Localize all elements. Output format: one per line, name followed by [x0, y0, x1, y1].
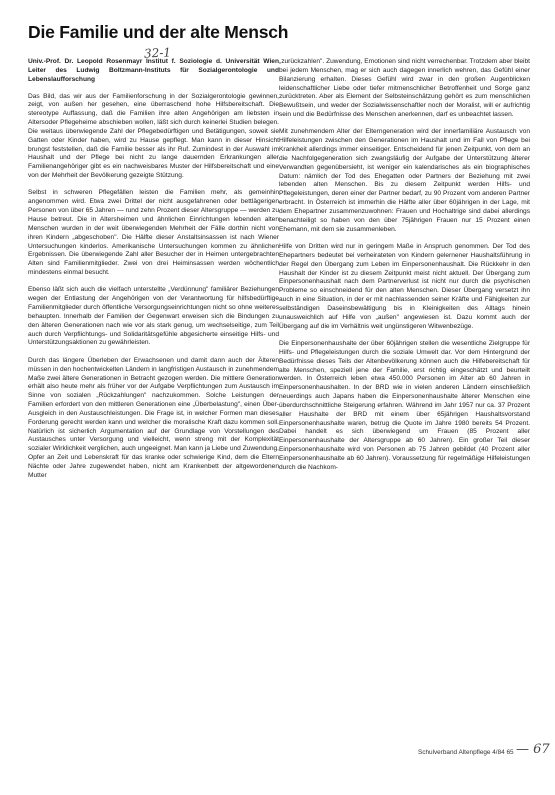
paragraph: Durch das längere Überleben der Erwachsenen und damit dann auch der Älteren müssen in den hochentwickelten Ländern in langfristigen Austausch in zunehmendem Maße zwei ältere Generationen in Betracht gezogen werden. Die mittlere Generation erhält also heute mehr als früher vor der Aufgabe Verpflichtungen zum Austausch im Sinne von sozialen „Rückzahlungen" nachzukommen. Solche Leistungen der Familien erfordert von den mittleren Generationen eine „Überbelastung", einen Über-Ausgleich in den Austauschleistungen. Die Frage ist, in welcher Formen man dieses Forderung gerecht werden kann und welcher die moralische Kraft dazu kommen soll. Natürlich ist sicherlich Argumentation auf der Grundlage von Vorstellungen des Austausches unter Versorgung und vielleicht, wenn streng mit der Komplexität sozialer Wirklichkeit verglichen, auch ungeeignet. Man kann ja Liebe und Zuwendung, Opfer an Zeit und Lebenskraft für das kranke oder schwierige Kind, dem die Eltern Nächte oder Jahre zugewendet haben, nicht am Krankenbett der altgewordenen Mutter	[28, 356, 279, 479]
paragraph: Mit zunehmendem Alter der Elterngeneration wird der innerfamiliäre Austausch von Hilfeleistungen zwischen den Generationen im Haushalt und im Fall von Pflege bei Krankheit allerdings immer einseitiger. Entscheidend für jenen Zeitpunkt, von dem an die Nachfolgegeneration sich zwangsläufig der Aufgabe der Unterstützung älterer Verwandten gegenübersieht, ist weniger ein kalendarisches als ein biographisches Datum: nämlich der Tod des Ehegatten oder Partners der Beziehung mit zwei lebenden alten Menschen. Bis zu diesem Zeitpunkt werden Hilfs- und Pflegeleistungen, deren einer der Partner bedarf, zu 90 Prozent vom anderen Partner erbracht. In Österreich ist immerhin die Hälfte aller über 60jährigen in der Lage, mit dem Ehepartner zusammenzuwohnen: Frauen und Hochaltrige sind dabei allerdings benachteiligt so haben von den über 75jährigen Frauen nur 15 Prozent einen Ehemann, mit dem sie zusammenleben.	[279, 128, 530, 233]
left-column	[28, 58, 279, 489]
page-footer: Schulverband Altenpflege 4/84 65	[418, 749, 514, 756]
paragraph: Hilfe von Dritten wird nur in geringem Maße in Anspruch genommen. Der Tod des Ehepartners bedeutet bei verheirateten von Kindern gelernener Haushaltsführung in der Regel den Übergang zum Leben im Einpersonenhaushalt. Die Rückkehr in den Haushalt der Kinder ist zu diesem Zeitpunkt meist nicht aktuell. Der Übergang zum Einpersonenhaushalt nach dem Partnerverlust ist nicht nur durch die psychischen Probleme so einschneidend für den alten Menschen. Dieser Übergang versetzt ihn auch in eine Situation, in der er mit nachlassenden seiner Kräfte und Fähigkeiten zur selbständigen Daseinsbewältigung bis in Kleinigkeiten des Alltags hinein unausweichlich auf Hilfe von „außen" angewiesen ist. Dazu kommt auch der Übergang auf die im Verhältnis weit ungünstigeren Witwenbezüge.	[279, 243, 530, 330]
paragraph: „zurückzahlen". Zuwendung, Emotionen sind nicht verrechenbar. Trotzdem aber bleibt bei jedem Menschen, mag er sich auch dagegen innerlich wehren, das Gefühl einer Bilanzierung erhalten. Dieses Gefühl wird zwar in den großen Augenblicken leidenschaftlicher Liebe oder tiefer mitmenschlicher Betroffenheit und Sorge ganz zurücktreten. Aber als Element der Selbsteinschätzung gehört es zum menschlichen Bewußtsein, und weder der Sozialwissenschaftler noch der Moralist, will er aufrichtig sein und die Bedürfnisse des Menschen anerkennen, darf es unbeachtet lassen.	[279, 58, 530, 119]
paragraph: Selbst in schweren Pflegefällen leisten die Familien mehr, als gemeinhin angenommen wird. Etwa zwei Drittel der nicht ausgefahrenen oder bettlägerigen Personen von über 65 Jahren — rund zehn Prozent dieser Altersgruppe — werden zu Hause betreut. Die in Altersheimen und ähnlichen Einrichtungen lebenden alten Menschen wurden in der weit überwiegenden Mehrheit der Fälle dorthin nicht von ihren Kindern „abgeschoben". Die Hälfte dieser Anstaltsinsassen ist nach Wiener Untersuchungen kinderlos. Amerikanische Untersuchungen kommen zu ähnlichen Ergebnissen. Die überwiegende Zahl aller Besucher der in Heimen untergebrachten Alten sind Familienmitglieder. Zwei von drei Heiminsassen werden wöchentlich mindestens einmal besucht.	[28, 189, 279, 277]
paragraph: Das Bild, das wir aus der Familienforschung in der Sozialgerontologie gewinnen, zeigt, von außen her gesehen, eine überraschend hohe Hilfsbereitschaft. Die stereotype Auffassung, daß die Familien ihre alten Angehörigen am liebsten in Altersoder Pflegeheime abschieben wollen, läßt sich durch keinerlei Studien belegen. Die weitaus überwiegende Zahl der Pflegebedürftigen und Betätigungen, soweit sie Gatten oder Kinder haben, wird zu Hause gepflegt. Man kann in dieser Hinsicht brungst feststellen, daß die Familie besser als ihr Ruf. Zumindest in der Auswahl im Haushalt und der Pflege bei nicht zu lange dauernden Erkrankungen aller Familienangehöriger gibt es ein nachweisbares Muster der Hilfsbereitschaft und eine von der Mehrheit der Bevölkerung gezeigte Stützung.	[28, 92, 279, 180]
right-column	[279, 58, 530, 481]
handwritten-annotation: 32-1	[143, 45, 172, 61]
paragraph: Ebenso läßt sich auch die vielfach unterstellte „Verdünnung" familiärer Beziehungen wegen der Entlastung der Angehörigen von der Verantwortung für hilfsbedürftige Familienmitglieder durch öffentliche Versorgungseinrichtungen nicht so ohne weiteres behaupten. Innerhalb der Familien der Gegenwart erweisen sich die Bindungen zu den älteren Generationen nach wie vor als stark genug, um wechselseitige, zum Teil auch durch Verpflichtungs- und Solidaritätsgefühle abgesicherte einseitige Hilfs- und Unterstützungsaktionen zu gewährleisten.	[28, 286, 279, 347]
article-title: Die Familie und der alte Mensch	[28, 22, 289, 42]
author-affiliation: Univ.-Prof. Dr. Leopold Rosenmayr Institut f. Soziologie d. Universität Wien Leiter des Ludwig Boltzmann-Instituts für Sozialgerontologie und Lebenslaufforschung	[28, 58, 279, 83]
paragraph: Die Einpersonenhaushalte der über 60jährigen stellen die wesentliche Zielgruppe für Hilfs- und Pflegeleistungen durch die soziale Umwelt dar. Vor dem Hintergrund der Bedürfnisse dieses Teils der Altenbevölkerung können auch die Hilfebereitschaft für alte Menschen, speziell jene der Familie, erst richtig eingeschätzt und beurteilt werden. In Österreich leben etwa 450.000 Personen im Alter ab 60 Jahren in Einpersonenhaushalten. In der BRD wie in vielen anderen Ländern einschließlich neuerdings auch Japans haben die Einpersonenhaushalte älterer Menschen eine überdurchschnittliche Steigerung erfahren. Während im Jahr 1957 nur ca. 37 Prozent aller Haushalte der BRD mit einem über 65jährigen Haushaltsvorstand Einpersonenhaushalte waren, betrug die Quote im Jahre 1980 bereits 54 Prozent. Dabei handelt es sich überwiegend um Frauen (85 Prozent aller Einpersonenhaushalte der Altersgruppe ab 60 Jahren). Ein großer Teil dieser Einpersonenhaushalte wird von Personen ab 75 Jahren gebildet (40 Prozent aller Einpersonenhaushalte ab 60 Jahren). Voraussetzung für regelmäßige Hilfeleistungen durch die Nachkom-	[279, 339, 530, 471]
handwritten-page-number: — 67	[516, 742, 550, 757]
